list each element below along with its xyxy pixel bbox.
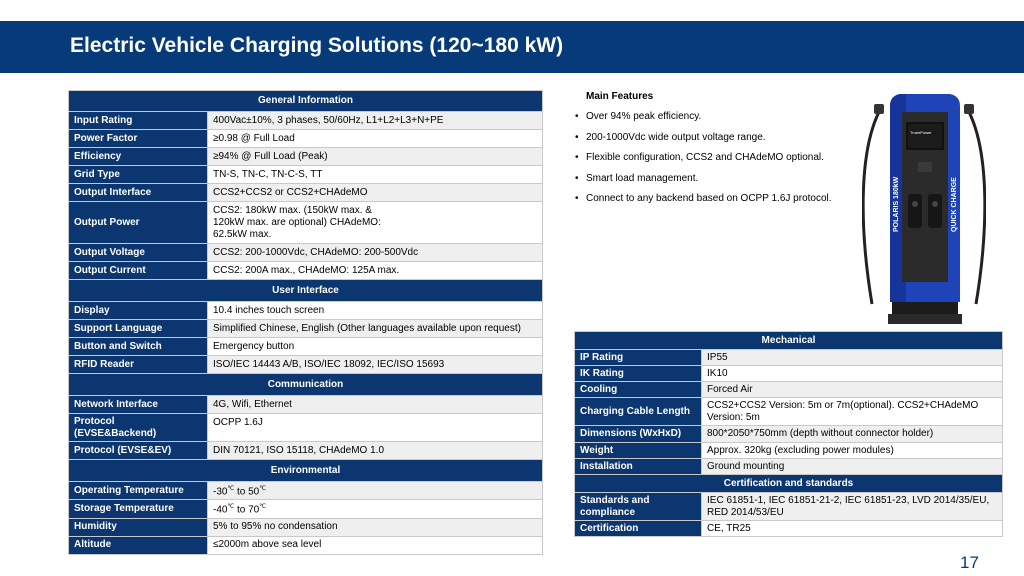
- table-row: IK Rating IK10: [575, 366, 1003, 382]
- table-row: Weight Approx. 320kg (excluding power modules): [575, 443, 1003, 459]
- section-title: Communication: [69, 374, 543, 396]
- table-row: Altitude ≤2000m above sea level: [69, 536, 543, 554]
- table-row: Power Factor ≥0.98 @ Full Load: [69, 130, 543, 148]
- table-row: Protocol (EVSE&EV) DIN 70121, ISO 15118, CHAdeMO 1.0: [69, 442, 543, 460]
- section-header-mechanical: [575, 332, 1003, 350]
- spec-table-right: [574, 331, 1003, 537]
- charger-side-text-right: QUICK CHARGE: [951, 177, 958, 232]
- table-row: Operating Temperature -30℃ to 50℃: [69, 482, 543, 500]
- list-item: • 200-1000Vdc wide output voltage range.: [575, 131, 766, 143]
- table-row: Output Interface CCS2+CCS2 or CCS2+CHAdeMO: [69, 184, 543, 202]
- table-row: Installation Ground mounting: [575, 459, 1003, 475]
- features-title: Main Features: [586, 91, 654, 102]
- charger-product-image: [862, 82, 986, 340]
- section-title: General Information: [69, 91, 543, 112]
- table-row: Standards and compliance IEC 61851-1, IEC 61851-21-2, IEC 61851-23, LVD 2014/35/EU, RED 2014/53/EU: [575, 493, 1003, 521]
- charger-brand-label: TrueePower: [910, 130, 932, 135]
- title-bar: [0, 21, 1024, 73]
- section-header-communication: [69, 374, 543, 396]
- table-row: Cooling Forced Air: [575, 382, 1003, 398]
- section-title: Certification and standards: [575, 475, 1003, 493]
- section-header-certification: [575, 475, 1003, 493]
- table-row: Support Language Simplified Chinese, English (Other languages available upon request): [69, 320, 543, 338]
- table-row: Storage Temperature -40℃ to 70℃: [69, 500, 543, 518]
- list-item: • Connect to any backend based on OCPP 1.6J protocol.: [575, 193, 832, 204]
- section-title: Environmental: [69, 460, 543, 482]
- table-row: Humidity 5% to 95% no condensation: [69, 518, 543, 536]
- table-row: Display 10.4 inches touch screen: [69, 302, 543, 320]
- section-header-user-interface: [69, 280, 543, 302]
- table-row: Certification CE, TR25: [575, 521, 1003, 537]
- section-header-environmental: [69, 460, 543, 482]
- table-row: Dimensions (WxHxD) 800*2050*750mm (depth without connector holder): [575, 426, 1003, 443]
- section-header-general: [69, 91, 543, 112]
- table-row: Button and Switch Emergency button: [69, 338, 543, 356]
- cable-right: [968, 110, 985, 304]
- temperature-value: -30℃ to 50℃: [208, 482, 543, 500]
- table-row: Output Voltage CCS2: 200-1000Vdc, CHAdeMO: 200-500Vdc: [69, 244, 543, 262]
- list-item: • Smart load management.: [575, 172, 699, 184]
- table-row: IP Rating IP55: [575, 350, 1003, 366]
- table-row: Efficiency ≥94% @ Full Load (Peak): [69, 148, 543, 166]
- charger-side-text-left: POLARIS 180kW: [893, 176, 900, 232]
- section-title: User Interface: [69, 280, 543, 302]
- page-title: Electric Vehicle Charging Solutions (120~180 kW): [70, 34, 564, 57]
- connector-left: [908, 194, 922, 228]
- page-number: 17: [960, 553, 979, 572]
- table-row: Output Current CCS2: 200A max., CHAdeMO: 125A max.: [69, 262, 543, 280]
- table-row: RFID Reader ISO/IEC 14443 A/B, ISO/IEC 18092, IEC/ISO 15693: [69, 356, 543, 374]
- table-row: Charging Cable Length CCS2+CCS2 Version: 5m or 7m(optional). CCS2+CHAdeMO Version: 5m: [575, 398, 1003, 426]
- table-row: Input Rating 400Vac±10%, 3 phases, 50/60Hz, L1+L2+L3+N+PE: [69, 112, 543, 130]
- table-row: Network Interface 4G, Wifi, Ethernet: [69, 396, 543, 414]
- table-row: Protocol (EVSE&Backend) OCPP 1.6J: [69, 414, 543, 442]
- temperature-value: -40℃ to 70℃: [208, 500, 543, 518]
- spec-table-left: [68, 90, 543, 555]
- list-item: • Over 94% peak efficiency.: [575, 111, 702, 122]
- features-list: [572, 111, 862, 205]
- main-features: [572, 91, 862, 214]
- list-item: • Flexible configuration, CCS2 and CHAdeMO optional.: [575, 152, 824, 163]
- connector-right: [928, 194, 942, 228]
- section-title: Mechanical: [575, 332, 1003, 350]
- table-row: Grid Type TN-S, TN-C, TN-C-S, TT: [69, 166, 543, 184]
- table-row: Output Power CCS2: 180kW max. (150kW max. & 120kW max. are optional) CHAdeMO: 62.5kW max.: [69, 202, 543, 244]
- cable-left: [863, 110, 880, 304]
- charger-base: [892, 300, 958, 316]
